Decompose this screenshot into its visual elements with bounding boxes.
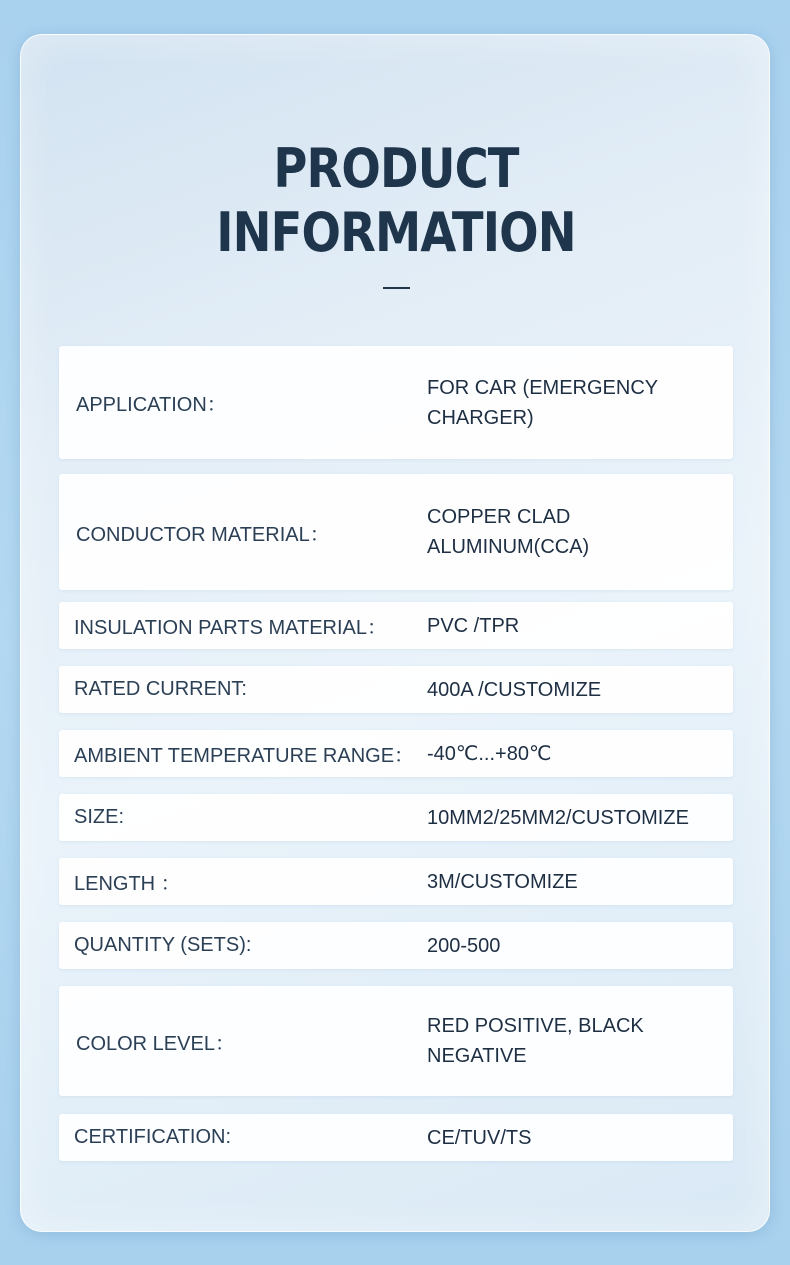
page-title-line1: PRODUCT bbox=[273, 137, 519, 200]
spec-label: AMBIENT TEMPERATURE RANGE： bbox=[74, 745, 415, 767]
spec-label: CONDUCTOR MATERIAL： bbox=[76, 523, 330, 546]
spec-label: APPLICATION： bbox=[76, 394, 227, 416]
spec-row-insulation-material bbox=[59, 602, 733, 649]
spec-row-quantity bbox=[59, 922, 733, 969]
spec-value: PVC /TPR bbox=[427, 614, 520, 637]
spec-value: 10MM2/25MM2/CUSTOMIZE bbox=[427, 806, 689, 829]
spec-row-size bbox=[59, 794, 733, 841]
title-divider bbox=[383, 287, 410, 289]
spec-value: COPPER CLAD ALUMINUM(CCA) bbox=[427, 506, 590, 558]
spec-value: CE/TUV/TS bbox=[427, 1126, 532, 1149]
spec-label: SIZE: bbox=[74, 806, 125, 828]
spec-label: CERTIFICATION: bbox=[74, 1126, 232, 1148]
spec-label: COLOR LEVEL： bbox=[76, 1032, 235, 1055]
page-title-line2: INFORMATION bbox=[216, 201, 576, 264]
spec-row-ambient-temperature bbox=[59, 730, 733, 777]
spec-row-color-level bbox=[59, 986, 733, 1096]
spec-value: FOR CAR (EMERGENCY CHARGER) bbox=[427, 376, 658, 429]
spec-value: RED POSITIVE, BLACK NEGATIVE bbox=[427, 1015, 644, 1067]
spec-label: RATED CURRENT: bbox=[74, 678, 247, 700]
spec-row-rated-current bbox=[59, 666, 733, 713]
spec-value: 3M/CUSTOMIZE bbox=[427, 870, 578, 893]
product-info-card bbox=[20, 34, 770, 1232]
spec-value: 400A /CUSTOMIZE bbox=[427, 678, 602, 701]
spec-row-application bbox=[59, 346, 733, 459]
spec-value: 200-500 bbox=[427, 934, 501, 957]
spec-label: LENGTH ： bbox=[74, 873, 181, 895]
spec-label: QUANTITY (SETS): bbox=[74, 934, 252, 956]
spec-row-length bbox=[59, 858, 733, 905]
spec-row-certification bbox=[59, 1114, 733, 1161]
spec-row-conductor-material bbox=[59, 474, 733, 590]
spec-label: INSULATION PARTS MATERIAL： bbox=[74, 617, 388, 639]
spec-value: -40℃...+80℃ bbox=[427, 742, 552, 765]
